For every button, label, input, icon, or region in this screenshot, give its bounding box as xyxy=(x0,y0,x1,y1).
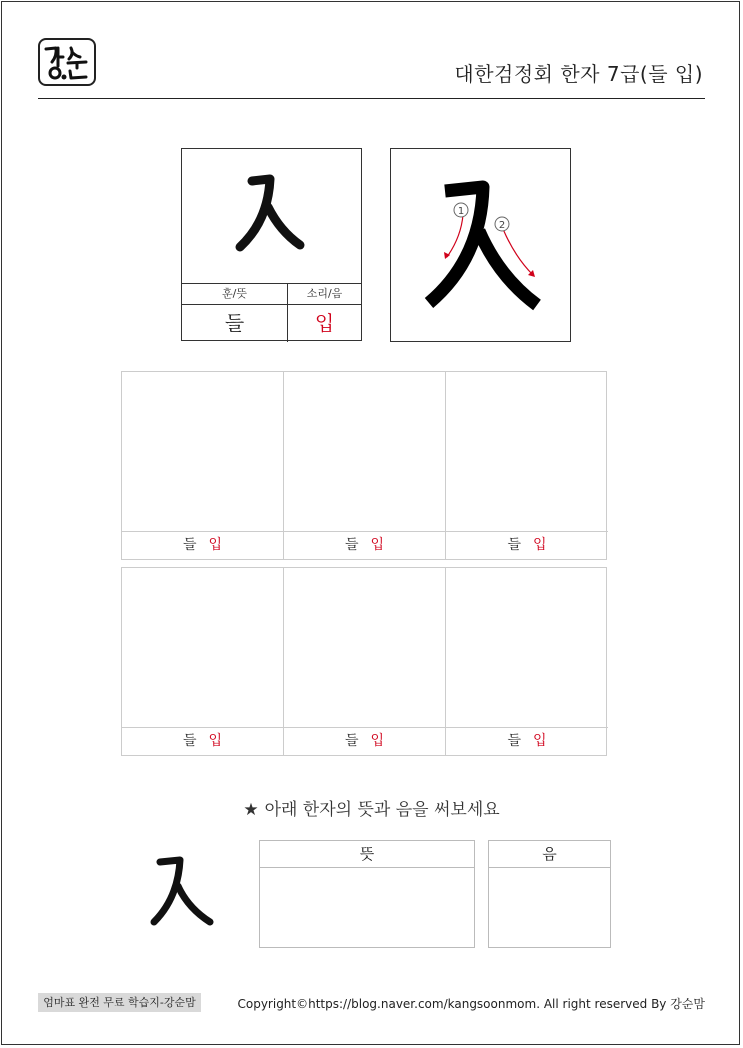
hanja-info-card xyxy=(181,148,362,341)
practice-label: 들 입 xyxy=(507,733,547,749)
meaning-header: 훈/뜻 xyxy=(222,287,247,300)
meaning-answer-header: 뜻 xyxy=(260,841,474,868)
sound-answer-field[interactable] xyxy=(489,868,610,948)
practice-label: 들 입 xyxy=(344,537,385,553)
hanja-glyph xyxy=(182,161,361,281)
copyright-text: Copyright©https://blog.naver.com/kangsoonmom. All right reserved By 강순맘 xyxy=(237,997,705,1011)
page-title: 대한검정회 한자 7급(들 입) xyxy=(454,62,703,86)
writing-box[interactable] xyxy=(446,568,608,728)
stroke-number-2: 2 xyxy=(498,220,506,231)
brand-logo xyxy=(38,38,96,86)
sound-answer-box xyxy=(488,840,611,948)
meaning-answer-box xyxy=(259,840,475,948)
practice-cell xyxy=(122,568,284,755)
stroke-label-2 xyxy=(570,149,571,150)
stroke-order-box xyxy=(390,148,571,342)
practice-cell xyxy=(122,372,284,559)
header-divider xyxy=(38,98,705,99)
practice-row-2 xyxy=(121,567,607,756)
meaning-answer-field[interactable] xyxy=(260,868,474,948)
quiz-hanja-glyph xyxy=(148,850,220,928)
quiz-instruction-text: 아래 한자의 뜻과 음을 써보세요 xyxy=(264,800,500,820)
footer-tag: 엄마표 완전 무료 학습지-강순맘 xyxy=(38,993,201,1012)
practice-label: 들 입 xyxy=(507,537,547,553)
sound-value: 입 xyxy=(314,311,335,335)
practice-label: 들 입 xyxy=(182,733,223,749)
practice-label: 들 입 xyxy=(344,733,385,749)
practice-row-1 xyxy=(121,371,607,560)
sound-header: 소리/음 xyxy=(306,287,343,300)
writing-box[interactable] xyxy=(284,372,445,532)
meaning-sound-table xyxy=(182,283,361,342)
practice-cell xyxy=(284,372,446,559)
practice-label: 들 입 xyxy=(182,537,223,553)
writing-box[interactable] xyxy=(284,568,445,728)
practice-cell xyxy=(446,372,608,559)
writing-box[interactable] xyxy=(446,372,608,532)
practice-cell xyxy=(446,568,608,755)
writing-box[interactable] xyxy=(122,372,283,532)
practice-cell xyxy=(284,568,446,755)
writing-box[interactable] xyxy=(122,568,283,728)
star-icon: ★ xyxy=(243,800,259,820)
quiz-instruction xyxy=(0,795,743,820)
stroke-character-text xyxy=(570,149,571,150)
stroke-number-1: 1 xyxy=(457,206,465,217)
hanja-character-text xyxy=(361,161,362,162)
stroke-label-1 xyxy=(570,149,571,150)
sound-answer-header: 음 xyxy=(489,841,610,868)
meaning-value: 들 xyxy=(224,311,245,335)
